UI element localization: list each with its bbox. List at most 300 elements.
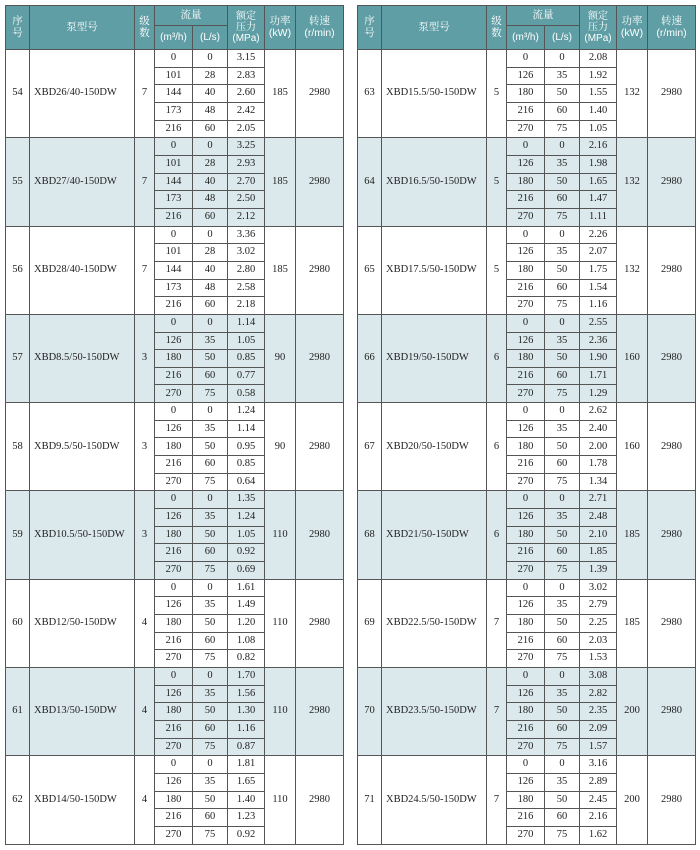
table-row [6,579,344,597]
header-flow-m3h: (m³/h) [507,26,545,50]
head-value: 1.55 [580,85,617,103]
flow-ls-value: 75 [545,297,580,315]
pump-stages: 7 [135,50,155,138]
head-value: 2.26 [580,226,617,244]
flow-m3h-value: 0 [507,579,545,597]
table-row [358,226,696,244]
flow-m3h-value: 126 [507,332,545,350]
flow-m3h-value: 0 [507,50,545,68]
head-value: 2.07 [580,244,617,262]
flow-m3h-value: 270 [155,562,193,580]
flow-ls-value: 50 [545,703,580,721]
flow-ls-value: 35 [193,685,228,703]
head-value: 1.90 [580,350,617,368]
header-stages [487,6,507,50]
head-value: 1.23 [228,809,265,827]
table-row [358,403,696,421]
flow-m3h-value: 126 [507,244,545,262]
header-speed-line: 转速 [661,14,682,27]
flow-m3h-value: 216 [155,632,193,650]
flow-ls-value: 35 [193,420,228,438]
flow-ls-value: 0 [545,579,580,597]
header-stages [135,6,155,50]
header-head-line: (MPa) [232,33,260,44]
header-no [358,6,382,50]
pump-model: XBD10.5/50-150DW [30,491,135,579]
flow-ls-value: 0 [545,226,580,244]
head-value: 2.70 [228,173,265,191]
pump-no: 70 [358,667,382,755]
flow-ls-value: 28 [193,67,228,85]
table-row [6,138,344,156]
head-value: 1.47 [580,191,617,209]
flow-ls-value: 50 [193,438,228,456]
pump-power: 185 [265,138,296,226]
pump-model: XBD13/50-150DW [30,667,135,755]
pump-no: 69 [358,579,382,667]
flow-m3h-value: 0 [507,314,545,332]
flow-ls-value: 75 [193,473,228,491]
flow-ls-value: 60 [545,456,580,474]
head-value: 2.58 [228,279,265,297]
table-row [6,403,344,421]
header-no-line: 序 [12,14,23,27]
head-value: 2.09 [580,720,617,738]
flow-m3h-value: 270 [155,385,193,403]
flow-m3h-value: 216 [155,456,193,474]
flow-ls-value: 0 [545,50,580,68]
head-value: 0.85 [228,350,265,368]
flow-ls-value: 60 [193,367,228,385]
flow-ls-value: 75 [193,650,228,668]
head-value: 1.56 [228,685,265,703]
head-value: 0.87 [228,738,265,756]
pump-model: XBD20/50-150DW [382,403,487,491]
pump-speed: 2980 [296,50,344,138]
flow-m3h-value: 216 [507,632,545,650]
pump-speed: 2980 [648,579,696,667]
pump-no: 60 [6,579,30,667]
flow-m3h-value: 270 [155,650,193,668]
flow-m3h-value: 0 [507,756,545,774]
pump-model: XBD26/40-150DW [30,50,135,138]
flow-m3h-value: 126 [507,597,545,615]
pump-stages: 3 [135,403,155,491]
header-flow: 流量 [155,6,228,26]
flow-ls-value: 60 [545,102,580,120]
head-value: 1.16 [580,297,617,315]
flow-ls-value: 75 [545,208,580,226]
pump-power: 110 [265,756,296,844]
pump-no: 68 [358,491,382,579]
flow-ls-value: 35 [193,773,228,791]
flow-m3h-value: 0 [507,403,545,421]
table-row [6,491,344,509]
head-value: 1.53 [580,650,617,668]
flow-ls-value: 35 [545,332,580,350]
flow-m3h-value: 270 [507,473,545,491]
flow-m3h-value: 180 [155,350,193,368]
flow-m3h-value: 216 [155,297,193,315]
head-value: 1.20 [228,615,265,633]
flow-m3h-value: 216 [507,191,545,209]
header-power-line: 功率 [621,14,643,27]
table-row [358,579,696,597]
header-flow-ls: (L/s) [545,26,580,50]
flow-ls-value: 0 [193,403,228,421]
pump-model: XBD28/40-150DW [30,226,135,314]
flow-ls-value: 35 [545,509,580,527]
flow-m3h-value: 126 [155,773,193,791]
flow-m3h-value: 270 [507,562,545,580]
flow-m3h-value: 126 [507,420,545,438]
flow-ls-value: 50 [193,703,228,721]
head-value: 2.08 [580,50,617,68]
flow-m3h-value: 270 [155,473,193,491]
flow-m3h-value: 216 [155,208,193,226]
head-value: 0.82 [228,650,265,668]
pump-no: 63 [358,50,382,138]
head-value: 1.65 [228,773,265,791]
flow-ls-value: 0 [545,667,580,685]
flow-ls-value: 60 [193,120,228,138]
flow-ls-value: 0 [193,579,228,597]
header-no-line: 序 [364,14,375,27]
flow-m3h-value: 126 [507,685,545,703]
header-speed-line: (r/min) [656,26,687,39]
flow-ls-value: 35 [545,685,580,703]
head-value: 1.24 [228,509,265,527]
head-value: 2.83 [228,67,265,85]
pump-power: 185 [617,579,648,667]
flow-ls-value: 60 [193,208,228,226]
table-row [358,50,696,68]
flow-ls-value: 48 [193,102,228,120]
flow-ls-value: 60 [545,632,580,650]
flow-ls-value: 50 [545,85,580,103]
head-value: 1.71 [580,367,617,385]
header-power-line: (kW) [268,26,292,39]
head-value: 2.71 [580,491,617,509]
head-value: 3.08 [580,667,617,685]
flow-ls-value: 48 [193,191,228,209]
head-value: 1.54 [580,279,617,297]
pump-speed: 2980 [648,403,696,491]
flow-m3h-value: 101 [155,244,193,262]
flow-ls-value: 60 [193,297,228,315]
flow-m3h-value: 180 [507,350,545,368]
pump-speed: 2980 [296,226,344,314]
head-value: 2.00 [580,438,617,456]
flow-ls-value: 75 [545,562,580,580]
table-row [6,756,344,774]
flow-ls-value: 50 [193,791,228,809]
flow-m3h-value: 270 [507,738,545,756]
flow-m3h-value: 216 [155,120,193,138]
flow-m3h-value: 180 [507,173,545,191]
flow-m3h-value: 0 [155,314,193,332]
head-value: 1.61 [228,579,265,597]
header-no-line: 号 [12,26,23,39]
pump-stages: 6 [487,403,507,491]
head-value: 2.18 [228,297,265,315]
flow-m3h-value: 180 [507,261,545,279]
header-speed-line: 转速 [309,14,330,27]
flow-ls-value: 60 [545,367,580,385]
flow-m3h-value: 216 [507,809,545,827]
flow-m3h-value: 270 [507,120,545,138]
flow-m3h-value: 144 [155,85,193,103]
flow-ls-value: 50 [193,615,228,633]
flow-ls-value: 0 [545,314,580,332]
flow-m3h-value: 180 [507,438,545,456]
pump-no: 61 [6,667,30,755]
pump-power: 160 [617,403,648,491]
head-value: 1.16 [228,720,265,738]
pump-model: XBD19/50-150DW [382,314,487,402]
pump-no: 58 [6,403,30,491]
flow-ls-value: 75 [545,385,580,403]
flow-ls-value: 35 [545,67,580,85]
pump-stages: 7 [487,579,507,667]
flow-ls-value: 50 [545,173,580,191]
header-speed [648,6,696,50]
flow-ls-value: 0 [545,138,580,156]
head-value: 1.75 [580,261,617,279]
header-stages-line: 级 [139,14,150,27]
table-row [358,491,696,509]
head-value: 1.30 [228,703,265,721]
flow-ls-value: 35 [545,244,580,262]
header-stages-line: 数 [491,26,502,39]
head-value: 2.12 [228,208,265,226]
pump-no: 66 [358,314,382,402]
pump-table-right [357,5,696,845]
pump-power: 90 [265,314,296,402]
head-value: 3.15 [228,50,265,68]
head-value: 2.50 [228,191,265,209]
flow-ls-value: 75 [545,826,580,844]
head-value: 1.92 [580,67,617,85]
flow-ls-value: 75 [545,650,580,668]
head-value: 0.69 [228,562,265,580]
flow-ls-value: 50 [193,526,228,544]
pump-power: 132 [617,50,648,138]
flow-m3h-value: 126 [507,155,545,173]
flow-ls-value: 40 [193,85,228,103]
head-value: 1.05 [580,120,617,138]
header-head-line: 压力 [588,22,608,33]
pump-model: XBD17.5/50-150DW [382,226,487,314]
flow-m3h-value: 216 [507,544,545,562]
pump-power: 160 [617,314,648,402]
flow-m3h-value: 216 [155,720,193,738]
head-value: 0.85 [228,456,265,474]
flow-ls-value: 35 [545,597,580,615]
flow-ls-value: 50 [545,526,580,544]
pump-model: XBD14/50-150DW [30,756,135,844]
pump-model: XBD23.5/50-150DW [382,667,487,755]
pump-model: XBD22.5/50-150DW [382,579,487,667]
head-value: 1.35 [228,491,265,509]
header-head-line: (MPa) [584,33,612,44]
flow-m3h-value: 0 [155,138,193,156]
flow-ls-value: 0 [545,403,580,421]
pump-stages: 5 [487,138,507,226]
head-value: 0.92 [228,544,265,562]
head-value: 1.49 [228,597,265,615]
pump-stages: 7 [135,138,155,226]
flow-m3h-value: 270 [507,650,545,668]
flow-ls-value: 0 [193,50,228,68]
head-value: 1.70 [228,667,265,685]
flow-m3h-value: 126 [507,773,545,791]
table-row [6,667,344,685]
head-value: 1.98 [580,155,617,173]
pump-speed: 2980 [296,667,344,755]
header-stages-line: 级 [491,14,502,27]
pump-power: 132 [617,226,648,314]
head-value: 2.16 [580,809,617,827]
header-power-line: (kW) [620,26,644,39]
pump-no: 71 [358,756,382,844]
flow-ls-value: 60 [545,720,580,738]
flow-ls-value: 50 [545,350,580,368]
flow-ls-value: 50 [193,350,228,368]
pump-no: 62 [6,756,30,844]
flow-ls-value: 35 [193,509,228,527]
head-value: 1.34 [580,473,617,491]
flow-m3h-value: 0 [155,403,193,421]
flow-ls-value: 60 [545,279,580,297]
pump-speed: 2980 [296,756,344,844]
flow-m3h-value: 270 [507,826,545,844]
flow-ls-value: 40 [193,261,228,279]
flow-m3h-value: 0 [155,579,193,597]
flow-m3h-value: 180 [507,85,545,103]
flow-ls-value: 0 [193,491,228,509]
pump-power: 110 [265,491,296,579]
flow-m3h-value: 144 [155,261,193,279]
flow-m3h-value: 180 [507,615,545,633]
pump-power: 90 [265,403,296,491]
header-power [617,6,648,50]
flow-ls-value: 60 [545,809,580,827]
header-flow-ls: (L/s) [193,26,228,50]
header-head-line: 额定 [588,11,608,22]
flow-m3h-value: 173 [155,191,193,209]
head-value: 2.45 [580,791,617,809]
pump-speed: 2980 [296,138,344,226]
flow-ls-value: 0 [193,756,228,774]
flow-ls-value: 60 [193,456,228,474]
header-power-line: 功率 [269,14,291,27]
head-value: 3.16 [580,756,617,774]
flow-m3h-value: 173 [155,102,193,120]
pump-power: 132 [617,138,648,226]
flow-m3h-value: 0 [507,491,545,509]
head-value: 1.78 [580,456,617,474]
pump-stages: 7 [135,226,155,314]
head-value: 1.14 [228,314,265,332]
flow-m3h-value: 270 [507,208,545,226]
head-value: 2.35 [580,703,617,721]
flow-ls-value: 28 [193,244,228,262]
table-row [358,667,696,685]
head-value: 2.55 [580,314,617,332]
flow-ls-value: 60 [193,632,228,650]
flow-m3h-value: 101 [155,67,193,85]
flow-m3h-value: 173 [155,279,193,297]
header-flow: 流量 [507,6,580,26]
pump-model: XBD27/40-150DW [30,138,135,226]
header-no-line: 号 [364,26,375,39]
flow-ls-value: 35 [545,420,580,438]
flow-m3h-value: 101 [155,155,193,173]
header-model: 泵型号 [30,6,135,50]
flow-ls-value: 60 [545,191,580,209]
pump-model: XBD24.5/50-150DW [382,756,487,844]
flow-m3h-value: 0 [155,756,193,774]
head-value: 1.05 [228,526,265,544]
head-value: 0.58 [228,385,265,403]
head-value: 1.62 [580,826,617,844]
pump-power: 110 [265,667,296,755]
flow-ls-value: 0 [193,226,228,244]
flow-ls-value: 60 [193,809,228,827]
pump-no: 57 [6,314,30,402]
head-value: 0.64 [228,473,265,491]
head-value: 1.11 [580,208,617,226]
pump-no: 59 [6,491,30,579]
pump-table-left [5,5,344,845]
pump-speed: 2980 [648,226,696,314]
pump-speed: 2980 [648,667,696,755]
head-value: 1.85 [580,544,617,562]
pump-model: XBD15.5/50-150DW [382,50,487,138]
flow-ls-value: 50 [545,791,580,809]
table-row [358,756,696,774]
table-row [358,138,696,156]
head-value: 1.08 [228,632,265,650]
pump-stages: 3 [135,491,155,579]
flow-m3h-value: 180 [155,615,193,633]
head-value: 2.60 [228,85,265,103]
pump-no: 64 [358,138,382,226]
head-value: 1.81 [228,756,265,774]
pump-no: 54 [6,50,30,138]
pump-speed: 2980 [296,491,344,579]
flow-m3h-value: 126 [507,509,545,527]
flow-ls-value: 0 [193,138,228,156]
head-value: 0.77 [228,367,265,385]
pump-speed: 2980 [648,138,696,226]
header-head-line: 压力 [236,22,256,33]
head-value: 2.79 [580,597,617,615]
header-flow-m3h: (m³/h) [155,26,193,50]
flow-ls-value: 60 [193,544,228,562]
pump-no: 65 [358,226,382,314]
head-value: 1.39 [580,562,617,580]
pump-stages: 4 [135,756,155,844]
flow-m3h-value: 216 [507,367,545,385]
header-speed-line: (r/min) [304,26,335,39]
flow-ls-value: 35 [193,332,228,350]
head-value: 3.02 [580,579,617,597]
flow-ls-value: 75 [193,385,228,403]
flow-m3h-value: 180 [155,526,193,544]
flow-m3h-value: 0 [155,667,193,685]
